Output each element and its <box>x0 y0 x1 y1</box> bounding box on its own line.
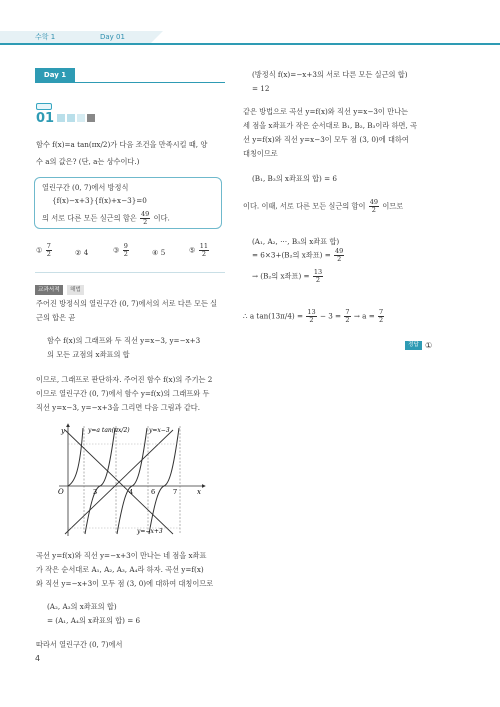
tick-label: 3 <box>93 488 98 496</box>
solution-line: 곡선 y=f(x)와 직선 y=−x+3이 만나는 네 점을 x좌표 <box>36 551 207 560</box>
curve-label: y=a tan(πx/2) <box>88 427 130 434</box>
section-divider <box>35 272 225 273</box>
header-line <box>0 43 500 45</box>
right-equation: → (B₂의 x좌표) = $\frac{13}{2}$ <box>252 268 323 284</box>
difficulty-square <box>57 114 65 122</box>
solution-tag-2: 해법 <box>67 285 84 295</box>
solution-line: 직선 y=x−3, y=−x+3을 그리면 다음 그림과 같다. <box>36 403 201 412</box>
choice-4[interactable]: ④ 5 <box>152 248 166 257</box>
solution-line: 주어진 방정식의 열린구간 (0, 7)에서의 서로 다른 모든 실 <box>36 299 218 308</box>
tick-label: 4 <box>129 488 134 496</box>
solution-line: 와 직선 y=−x+3이 모두 점 (3, 0)에 대하여 대칭이므로 <box>36 579 214 588</box>
y-axis-label: y <box>61 427 65 435</box>
right-line: = 12 <box>252 84 270 93</box>
tick-label: 7 <box>173 488 178 496</box>
day-badge: Day 1 <box>35 68 75 82</box>
line2-label: y=−x+3 <box>137 528 163 535</box>
solution-line: 이므로 열린구간 (0, 7)에서 함수 y=f(x)의 그래프와 두 <box>36 389 210 398</box>
choice-3[interactable]: ③ $\frac{9}{2}$ <box>113 242 128 258</box>
difficulty-square <box>87 114 95 122</box>
right-line: 대칭이므로 <box>243 149 278 158</box>
answer-value: ① <box>425 341 433 350</box>
right-line: 이다. 이때, 서로 다른 모든 실근의 합이 $\frac{49}{2}$ 이므로 <box>243 198 404 214</box>
header-day: Day 01 <box>100 33 125 41</box>
condition-line-1: 열린구간 (0, 7)에서 방정식 <box>42 183 129 192</box>
choice-1[interactable]: ① $\frac{7}{2}$ <box>36 242 51 258</box>
right-line: 세 점을 x좌표가 작은 순서대로 B₁, B₂, B₃이라 하면, 곡 <box>243 121 417 130</box>
right-conclusion: ∴ a tan(13π/4) = $\frac{13}{2}$ − 3 = $\frac{7}{2}$ → a = $\frac{7}{2}$ <box>243 308 384 324</box>
right-line: 같은 방법으로 곡선 y=f(x)와 직선 y=x−3이 만나는 <box>243 107 408 116</box>
solution-line: 가 작은 순서대로 A₁, A₂, A₃, A₄라 하자. 곡선 y=f(x) <box>36 565 204 574</box>
curve-branch <box>68 428 83 486</box>
right-line: (방정식 f(x)=−x+3의 서로 다른 모든 실근의 합) <box>252 70 408 79</box>
solution-line: 이므로, 그래프로 판단하자. 주어진 함수 f(x)의 주기는 2 <box>36 375 213 384</box>
x-axis-label: x <box>197 488 201 496</box>
difficulty-square <box>77 114 85 122</box>
day-divider <box>35 82 225 83</box>
problem-text-2: 수 a의 값은? (단, a는 상수이다.) <box>36 157 140 166</box>
equation-line: (A₂, A₃의 x좌표의 합) <box>47 602 117 611</box>
answer-tag: 정답 <box>405 341 422 350</box>
tangent-graph <box>55 420 215 538</box>
solution-line: 따라서 열린구간 (0, 7)에서 <box>36 640 123 649</box>
solution-line: 근의 합은 곧 <box>36 313 76 322</box>
solution-indent-line: 함수 f(x)의 그래프와 두 직선 y=x−3, y=−x+3 <box>47 336 201 345</box>
line1-label: y=x−3 <box>149 427 170 434</box>
origin-label: O <box>58 488 64 496</box>
problem-number: 01 <box>36 111 55 126</box>
right-line: 선 y=f(x)와 직선 y=x−3이 모두 점 (3, 0)에 대하여 <box>243 135 409 144</box>
equation-line: = (A₁, A₄의 x좌표의 합) = 6 <box>47 616 141 625</box>
pencil-icon <box>36 103 52 110</box>
problem-text-1: 함수 f(x)=a tan(πx/2)가 다음 조건을 만족시킬 때, 양 <box>36 140 208 149</box>
solution-tag: 교과서적 <box>35 285 63 295</box>
right-equation: = 6×3+(B₂의 x좌표) = $\frac{49}{2}$ <box>252 247 344 263</box>
choice-2[interactable]: ② 4 <box>75 248 89 257</box>
tick-label: 6 <box>151 488 156 496</box>
right-equation: (A₁, A₂, ⋯, B₃의 x좌표 합) <box>252 237 340 246</box>
condition-fraction: $\frac{49}{2}$ <box>141 210 150 226</box>
solution-indent-line: 의 모든 교점의 x좌표의 합 <box>47 350 130 359</box>
right-equation: (B₁, B₃의 x좌표의 합) = 6 <box>252 174 338 183</box>
condition-line-2: {f(x)−x+3}{f(x)+x−3}=0 <box>52 196 147 205</box>
difficulty-square <box>67 114 75 122</box>
choice-5[interactable]: ⑤ $\frac{11}{2}$ <box>189 242 209 258</box>
condition-line-3: 의 서로 다른 모든 실근의 합은 $\frac{49}{2}$ 이다. <box>42 210 170 226</box>
page-number: 4 <box>35 654 41 663</box>
header-subject: 수학 1 <box>35 33 56 41</box>
